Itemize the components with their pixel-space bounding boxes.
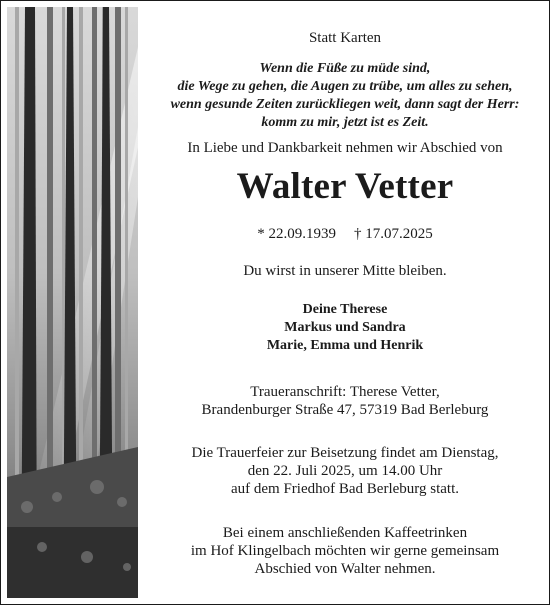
deceased-name: Walter Vetter bbox=[236, 166, 454, 207]
ceremony-line: Die Trauerfeier zur Beisetzung findet am Dienstag, bbox=[191, 445, 499, 461]
poem-line: die Wege zu gehen, die Augen zu trübe, um alles zu sehen, bbox=[177, 79, 513, 94]
poem-line: komm zu mir, jetzt ist es Zeit. bbox=[261, 115, 429, 130]
death-date: † 17.07.2025 bbox=[354, 226, 433, 242]
coffee-line: Abschied von Walter nehmen. bbox=[254, 561, 436, 577]
mourner-line: Marie, Emma und Henrik bbox=[266, 338, 424, 353]
coffee-line: Bei einem anschließenden Kaffeetrinken bbox=[222, 525, 468, 541]
header-line: Statt Karten bbox=[308, 30, 382, 46]
ceremony-line: den 22. Juli 2025, um 14.00 Uhr bbox=[247, 463, 443, 479]
ceremony-line: auf dem Friedhof Bad Berleburg statt. bbox=[230, 481, 459, 497]
coffee-line: im Hof Klingelbach möchten wir gerne gemeinsam bbox=[190, 543, 500, 559]
mourner-line: Markus und Sandra bbox=[284, 320, 406, 335]
intro-line: In Liebe und Dankbarkeit nehmen wir Abschied von bbox=[187, 140, 503, 156]
address-line: Brandenburger Straße 47, 57319 Bad Berleburg bbox=[201, 402, 489, 418]
life-dates bbox=[141, 226, 549, 243]
remembrance-line: Du wirst in unserer Mitte bleiben. bbox=[243, 263, 447, 279]
poem-line: Wenn die Füße zu müde sind, bbox=[259, 61, 431, 76]
birth-date: * 22.09.1939 bbox=[257, 226, 336, 242]
address-line: Traueranschrift: Therese Vetter, bbox=[250, 384, 440, 400]
poem-line: wenn gesunde Zeiten zurückliegen weit, dann sagt der Herr: bbox=[170, 97, 520, 112]
forest-photo bbox=[7, 7, 138, 598]
mourner-line: Deine Therese bbox=[302, 302, 388, 317]
